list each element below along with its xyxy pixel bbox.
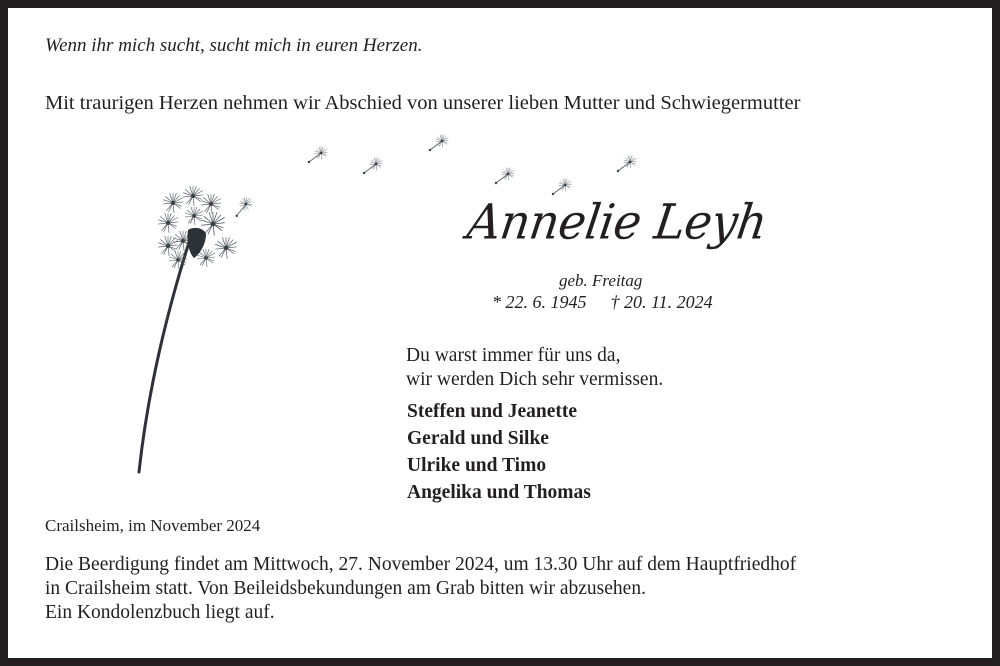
place-date: Crailsheim, im November 2024: [45, 516, 261, 535]
deceased-name: Annelie Leyh: [464, 193, 771, 250]
maiden-name: geb. Freitag: [559, 271, 643, 290]
survivor-item: Gerald und Silke: [407, 428, 549, 449]
life-dates: [492, 292, 713, 313]
funeral-info: [45, 553, 796, 625]
funeral-line: Die Beerdigung findet am Mittwoch, 27. November 2024, um 13.30 Uhr auf dem Hauptfriedhof: [45, 554, 797, 575]
verse-line: Du warst immer für uns da,: [406, 345, 621, 366]
birth-date: * 22. 6. 1945: [492, 292, 587, 312]
verse: [406, 344, 663, 392]
survivor-item: Angelika und Thomas: [407, 482, 591, 503]
motto: Wenn ihr mich sucht, sucht mich in euren Herzen.: [45, 35, 423, 56]
obituary-notice: [8, 8, 992, 658]
verse-line: wir werden Dich sehr vermissen.: [406, 369, 664, 390]
survivor-item: Steffen und Jeanette: [407, 401, 578, 422]
funeral-line: Ein Kondolenzbuch liegt auf.: [45, 602, 275, 623]
survivors-list: [407, 398, 591, 506]
funeral-line: in Crailsheim statt. Von Beileidsbekundungen am Grab bitten wir abzusehen.: [45, 578, 646, 599]
intro-line: Mit traurigen Herzen nehmen wir Abschied von unserer lieben Mutter und Schwiegermutter: [45, 92, 801, 114]
death-date: † 20. 11. 2024: [610, 292, 713, 312]
survivor-item: Ulrike und Timo: [407, 455, 547, 476]
